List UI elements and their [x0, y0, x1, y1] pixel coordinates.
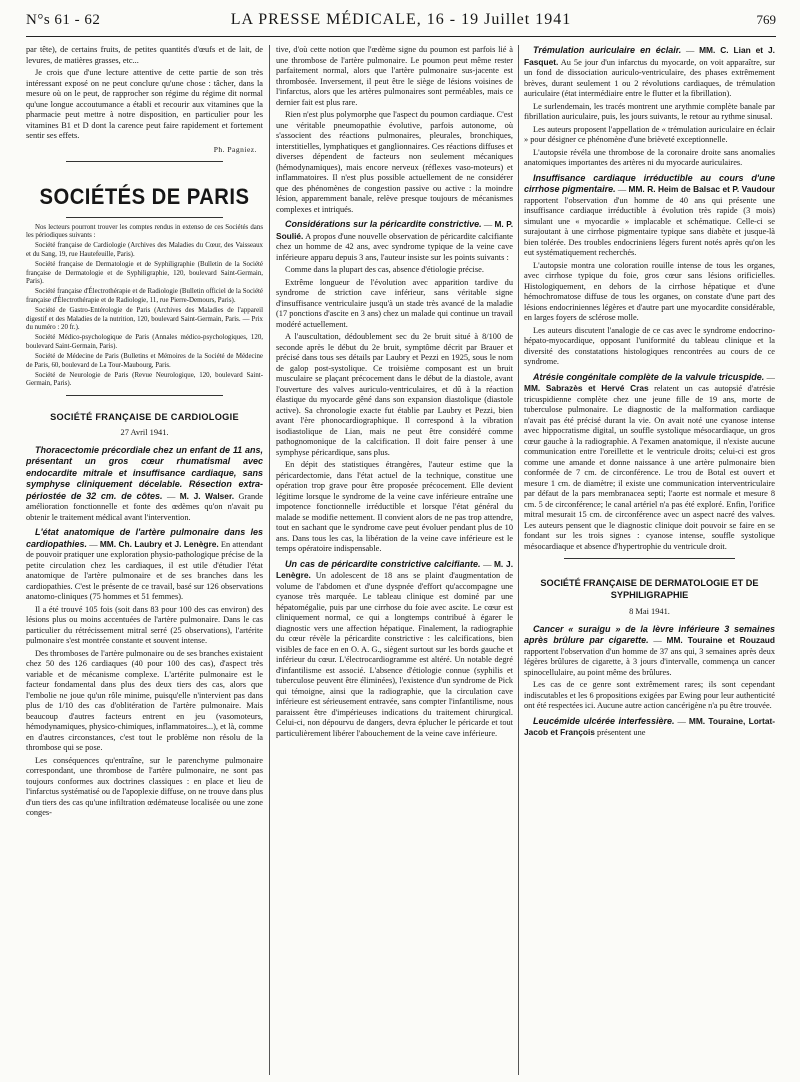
article-title: Atrésie congénitale complète de la valvule tricuspide.	[533, 371, 765, 382]
article-body: rapportent l'observation d'un homme de 40 ans qui présente une insuffisance cardiaque irréductible à évolution très rapide (3 mois) simulant une « myocardie » implacable et schématique. Celle-ci se surajoutant à une cirrhose pigmentaire typique sans diabète et jusque-là bien tolérée. Des troubles endocriniens légers furent notés après qu'on les eut systématiquement recherchés.	[524, 195, 775, 257]
paragraph: Des thromboses de l'artère pulmonaire ou de ses branches existaient chez 50 des 126 cardiaques (40 pour 100 des cas), d'aspect très variable et de mécanisme complexe. L'artérite pulmonaire est le facteur fondamental dans plus des deux tiers des cas, alors que l'embolie ne joue qu'un rôle minime, puisqu'elle n'intervient pas dans plus de 1/10 des cas d'oblitération de l'artère pulmonaire. Mais beaucoup d'autres facteurs entrent en jeu (vasomoteurs, hémodynamiques, physico-chimiques, inflammatoires...), et là, comme en d'autres circonstances, c'est tout le problème non résolu de la thrombose qui se pose.	[26, 648, 263, 753]
article-author: MM. R. Heim de Balsac et P. Vaudour	[628, 184, 775, 194]
section-title: SOCIÉTÉS DE PARIS	[39, 184, 250, 209]
paragraph: Je crois que d'une lecture attentive de cette partie de son très intéressant exposé on ne peut conclure qu'une chose : tâcher, dans la mesure où on le peut, de rapprocher son régime du régime dit normal qu'une longue accoutumance a établi et recourir aux vitamines que la pharmacie peut mettre à notre disposition, en particulier pour les vitamines B1 et D dont la carence peut faire rapidement et fortement sentir ses effets.	[26, 68, 263, 140]
page-header	[26, 8, 776, 37]
paragraph: L'autopsie montra une coloration rouille intense de tous les organes, avec cirrhose typique du foie, gros cœur sans lésions orificielles. Histologiquement, en dehors de la cirrhose hépatique et d'une hémochromatose diffuse de tous les organes, on constate d'une part des lésions endocriniennes légères et d'autre part une myocardite considérable, en larges foyers de sclérose molle.	[524, 260, 775, 322]
article-lead: Considérations sur la péricardite constrictive. — M. P. Soulié. A propos d'une nouvelle observation de péricardite calcifiante chez un homme de 42 ans, avec syndrome typique de la veine cave inférieure apparu depuis 3 ans, l'auteur insiste sur les points suivants :	[276, 219, 513, 262]
article-title: Trémulation auriculaire en éclair.	[533, 45, 682, 55]
paragraph: En dépit des statistiques étrangères, l'auteur estime que la péricardectomie, dans l'état actuel de la technique, constitue une opération trop grave pour être proposée précocement. Elle devient légitime lorsque le syndrome de la veine cave inférieure entraîne une impotence fonctionnelle irréductible et lorsque l'état général du malade se modifie nettement. Il convient alors de ne pas trop attendre, tout en sachant que le syndrome cave peut évoluer pendant plus de 10 ans. Dans tous les cas, la libération de la veine cave inférieure est le temps opératoire indispensable.	[276, 460, 513, 553]
article-author: MM. Touraine, Lortat-Jacob et François	[524, 715, 775, 737]
article-author: M. J. Lenègre.	[276, 558, 513, 580]
paragraph: Les auteurs proposent l'appellation de « trémulation auriculaire en éclair » pour désigner ce phénomène d'une brièveté exceptionnelle.	[524, 124, 775, 144]
issue-number: N°s 61 - 62	[26, 12, 101, 28]
society-item: Société de Gastro-Entérologie de Paris (Archives des Maladies de l'appareil digestif et des Maladies de la nutrition, 120, boulevard Saint-Germain, Paris. — Prix du numéro : 20 fr.).	[26, 307, 263, 331]
paragraph: par tête), de certains fruits, de petites quantités d'œufs et de lait, de levures, de matières grasses, etc...	[26, 45, 263, 65]
paragraph: L'autopsie révéla une thrombose de la coronaire droite sans anomalies anatomiques importantes des artères ni du myocarde auriculaires.	[524, 147, 775, 167]
article-author: MM. Sabrazès et Hervé Cras	[524, 383, 649, 393]
article-lead: Thoracectomie précordiale chez un enfant de 11 ans, présentant un gros cœur rhumatismal avec endocardite mitrale et insuffisance cardiaque, sans symphyse cliniquement décelable. Résection extra-périostée de 32 cm. de côtes. — M. J. Walser. Grande amélioration fonctionnelle et fonte des œdèmes qu'on n'avait pu obtenir le traitement médical avant l'intervention.	[26, 444, 263, 522]
article-body: A propos d'une nouvelle observation de péricardite calcifiante chez un homme de 42 ans, avec syndrome typique de la veine cave inférieure apparu depuis 3 ans, l'auteur insiste sur les points suivants :	[276, 231, 513, 262]
article-body: présentent une	[597, 728, 646, 737]
society-item: Société française de Cardiologie (Archives des Maladies du Cœur, des Vaisseaux et du Sang, 19, rue Hautefeuille, Paris).	[26, 242, 263, 258]
article-title: Cancer « suraigu » de la lèvre inférieure 3 semaines après brûlure par cigarette.	[524, 623, 775, 645]
paragraph: tive, d'où cette notion que l'œdème signe du poumon est parfois lié à une thrombose de l'artère pulmonaire. Le poumon peut même rester parfaitement normal, alors que l'artère pulmonaire sus-jacente est thrombosée. Inversement, il peut être le siège de lésions voisines de l'infarctus, alors que les artères pulmonaires sont perméables, mais ce dernier fait est plus rare.	[276, 45, 513, 107]
society-item: Société Médico-psychologique de Paris (Annales médico-psychologiques, 120, boulevard Saint-Germain, Paris).	[26, 334, 263, 350]
article-body: Au 5e jour d'un infarctus du myocarde, on voit apparaître, sur un fond de dissociation auriculo-ventriculaire, des phases extrêmement brèves, durant seulement 1 ou 2 révolutions cardiaques, de trémulation auriculaire (état intermédiaire entre le flutter et la fibrillation).	[524, 57, 775, 98]
divider	[66, 161, 223, 162]
column-2	[276, 45, 513, 1075]
paragraph: Les conséquences qu'entraîne, sur le parenchyme pulmonaire correspondant, une thrombose de l'artère pulmonaire, ne sont pas toujours conformes aux doctrines classiques : en place et lieu de l'infarctus systématisé ou de l'apoplexie diffuse, on ne trouve dans plus d'un tiers des cas qu'une infiltration œdémateuse localisée ou une zone conges-	[26, 755, 263, 818]
article-title: Leucémide ulcérée interfessière.	[533, 715, 675, 726]
article-title: Insuffisance cardiaque irréductible au cours d'une cirrhose pigmentaire.	[524, 172, 775, 194]
paragraph: Les auteurs discutent l'analogie de ce cas avec le syndrome endocrino-hépato-myocardique, opposant l'uniformité du tableau clinique et la diversité des constatations histologiques rencontrées au cours de ce syndrome.	[524, 325, 775, 366]
article-body: En attendant de pouvoir pratiquer une exploration physio-pathologique précise de la petite circulation chez les cardiaques, il est utile d'étudier l'état anatomique de l'artère pulmonaire et de ses branches dans les cardiopathies. C'est le présente de ce travail, basé sur 126 observations anatomo-cliniques (75 hommes et 51 femmes).	[26, 539, 263, 602]
paragraph: Il a été trouvé 105 fois (soit dans 83 pour 100 des cas environ) des lésions plus ou moins accentuées de l'artère pulmonaire. Dans le cas particulier du rétrécissement mitral serré (25 observations), l'artérite pulmonaire s'est montrée constante et souvent intense.	[26, 604, 263, 646]
article-author: MM. C. Lian et J. Fasquet.	[524, 45, 775, 67]
society-title: SOCIÉTÉ FRANÇAISE DE DERMATOLOGIE ET DE SYPHILIGRAPHIE	[540, 578, 759, 600]
society-title: SOCIÉTÉ FRANÇAISE DE CARDIOLOGIE	[50, 411, 239, 422]
article-lead: Cancer « suraigu » de la lèvre inférieure 3 semaines après brûlure par cigarette. — MM. Touraine et Rouzaud rapportent l'observation d'un homme de 37 ans qui, 3 semaines après deux légères brûlures de cigarette, à 3 jours d'intervalle, commença un cancer spinocellulaire, au point même des brûlures.	[524, 623, 775, 677]
society-item: Société française d'Électrothérapie et de Radiologie (Bulletin officiel de la Société française d'Électrothérapie et de Radiologie, 11, rue Pierre-Demours, Paris).	[26, 288, 263, 304]
article-author: M. J. Walser.	[179, 490, 235, 501]
article-body: Grande amélioration fonctionnelle et fonte des œdèmes qu'on n'avait pu obtenir le traitement médical avant l'intervention.	[26, 491, 263, 522]
divider	[66, 395, 223, 396]
article-lead: Trémulation auriculaire en éclair. — MM. C. Lian et J. Fasquet. Au 5e jour d'un infarctus du myocarde, on voit apparaître, sur un fond de dissociation auriculo-ventriculaire, des phases extrêmement brèves, durant seulement 1 ou 2 révolutions cardiaques, de trémulation auriculaire (état intermédiaire entre le flutter et la fibrillation).	[524, 45, 775, 98]
article-body: rapportent l'observation d'un homme de 37 ans qui, 3 semaines après deux légères brûlures de cigarette, à 3 jours d'intervalle, commença un cancer spinocellulaire, au point même des brûlures.	[524, 646, 775, 677]
article-title: Considérations sur la péricardite constrictive.	[285, 219, 482, 229]
article-author: MM. Touraine et Rouzaud	[666, 635, 775, 645]
article-lead: L'état anatomique de l'artère pulmonaire dans les cardiopathies. — MM. Ch. Laubry et J. Lenègre. En attendant de pouvoir pratiquer une exploration physio-pathologique précise de la petite circulation chez les cardiaques, il est utile d'étudier l'état anatomique de l'artère pulmonaire et de ses branches dans les cardiopathies. C'est le présente de ce travail, basé sur 126 observations anatomo-cliniques (75 hommes et 51 femmes).	[26, 527, 263, 602]
paragraph: Extrême longueur de l'évolution avec apparition tardive du syndrome de striction cave inférieur, sans véritable signe d'insuffisance ventriculaire jusqu'à un stade très avancé de la maladie (17 ponctions d'ascite en 3 ans) chez un malade qui continue un travail modéré actuellement.	[276, 277, 513, 329]
society-item: Société de Neurologie de Paris (Revue Neurologique, 120, boulevard Saint-Germain, Paris).	[26, 372, 263, 388]
society-item: Société française de Dermatologie et de Syphiligraphie (Bulletin de la Société française de Dermatologie et de Syphiligraphie, 120, boulevard Saint-Germain, Paris).	[26, 261, 263, 285]
session-date: 27 Avril 1941.	[120, 428, 169, 438]
article-lead: Un cas de péricardite constrictive calcifiante. — M. J. Lenègre. Un adolescent de 18 ans se plaint d'augmentation de volume de l'abdomen et d'une dyspnée d'effort qu'accompagne une cyanose très marquée. Le tableau clinique est dominé par une hépatomégalie, puis par une cirrhose du foie avec ascite. Le cœur est cliniquement normal, ce qui a longtemps contribué à égarer le diagnostic vers une affection hépatique. Finalement, la radiographie du cœur révèle la péricardite constrictive : les calcifications, bien visibles de face en en O. A. G., siègent surtout sur les bords gauche et inférieur du cœur. L'électrocardiogramme est altéré. Un notable degré d'infantilisme est associé. L'absence d'étiologie connue (syphilis et tuberculose peuvent être éliminées), l'existence d'un syndrome de Pick qui témoigne, ainsi que la radiographie, que la circulation cave inférieure est sérieusement entravée, sans compter l'infantilisme, nous paraissent être d'impérieuses indications du traitement chirurgical. Celui-ci, non dépourvu de dangers, devra éplucher le péricarde et tout particulièrement libérer l'abouchement de la veine cave inférieure.	[276, 558, 513, 738]
divider	[564, 558, 735, 559]
article-title: L'état anatomique de l'artère pulmonaire dans les cardiopathies.	[26, 527, 263, 549]
paragraph: Nos lecteurs pourront trouver les comptes rendus in extenso de ces Sociétés dans les périodiques suivants :	[26, 223, 263, 239]
paragraph: A l'auscultation, dédoublement sec du 2e bruit situé à 8/100 de seconde après le début du 2e bruit, symptôme décrit par Brauer et précisé dans tous ses détails par Laubry et Pezzi en 1925, sous le nom de galop post-systolique. Ce troisième composant est un bruit musculaire se plaçant précocement dans le début de la diastole, avant l'ouverture des valves auriculo-ventriculaires, et dû à la réaction élastique du myocarde gêné dans son expansion diastolique (diastole active). Sa chronologie exacte fut établie par Laubry et Pezzi, bien avant l'ère phonocardiographique. Il correspond à la vibration isodiastolique de Lian, mais ne peut être considéré comme pathognomonique de la calcification. Il doit faire penser à une symphyse péricardique, sans plus.	[276, 332, 513, 457]
paragraph: Rien n'est plus polymorphe que l'aspect du poumon cardiaque. C'est une véritable pneumopathie évolutive, parfois autonome, où s'associent des réactions pulmonaires, pleurales, bronchiques, interstitielles, lymphatiques et ganglionnaires. Ces réactions diffuses et diverses dépendent de facteurs non seulement mécaniques (hémodynamiques), mais encore nerveux (réflexes vaso-moteurs) et inflammatoires. Il n'est plus possible actuellement de ne considérer que des phénomènes de congestion passive ou active : la moindre lésion, apparemment banale, relève presque toujours de mécanismes complexes et intriqués.	[276, 110, 513, 214]
article-lead: Atrésie congénitale complète de la valvule tricuspide. — MM. Sabrazès et Hervé Cras relatent un cas autopsié d'atrésie tricuspidienne complète chez une jeune fille de 19 ans, morte de tuberculose pulmonaire. Le diagnostic de la malformation cardiaque n'avait pas été précisé durant la vie. On avait noté une cyanose intense avec hippocratisme digital, un souffle systolique mésocardiaque, un gros cœur gauche à la radiographie. A l'examen anatomique, il n'existe aucune communication entre l'oreillette et le ventricule droits; celui-ci est gros comme une amande et donne naissance à une artère pulmonaire bien conformée de 7 cm. de circonférence. Le trou de Botal est ouvert et mesure 1 cm. de diamètre; il existe une communication interventriculaire par défaut de la pars membranacea septi; l'aorte est normale et mesure 8 cm. 5 de circonférence; le canal artériel n'a pas été exploré. Enfin, l'orifice mitral mesurait 15 cm. de circonférence avec un aspect nacré des valves. Les auteurs pensent que le diagnostic clinique doit pouvoir se faire en se fondant sur les trois signes : cyanose intense, souffle systolique mésocardiaque et absence d'hypertrophie du ventricule droit.	[524, 371, 775, 551]
journal-title: LA PRESSE MÉDICALE, 16 - 19 Juillet 1941	[230, 11, 572, 28]
column-rule	[269, 45, 270, 1075]
article-title: Un cas de péricardite constrictive calcifiante.	[285, 558, 481, 569]
paragraph: Le surlendemain, les tracés montrent une arythmie complète banale par fibrillation auriculaire, puis, les jours suivants, le retour au rythme sinusal.	[524, 101, 775, 121]
article-body: Un adolescent de 18 ans se plaint d'augmentation de volume de l'abdomen et d'une dyspnée d'effort qu'accompagne une cyanose très marquée. Le tableau clinique est dominé par une hépatomégalie, puis par une cirrhose du foie avec ascite. Le cœur est cliniquement normal, ce qui a longtemps contribué à égarer le diagnostic vers une affection hépatique. Finalement, la radiographie du cœur révèle la péricardite constrictive : les calcifications, bien visibles de face en en O. A. G., siègent surtout sur les bords gauche et inférieur du cœur. L'électrocardiogramme est altéré. Un notable degré d'infantilisme est associé. L'absence d'étiologie connue (syphilis et tuberculose peuvent être éliminées), l'existence d'un syndrome de Pick qui témoigne, ainsi que la radiographie, que la circulation cave inférieure est sérieusement entravée, sans compter l'infantilisme, nous paraissent être d'impérieuses indications du traitement chirurgical. Celui-ci, non dépourvu de dangers, devra éplucher le péricarde et tout particulièrement libérer l'abouchement de la veine cave inférieure.	[276, 571, 513, 738]
column-rule	[518, 45, 519, 1075]
article-lead: Insuffisance cardiaque irréductible au cours d'une cirrhose pigmentaire. — MM. R. Heim de Balsac et P. Vaudour rapportent l'observation d'un homme de 40 ans qui présente une insuffisance cardiaque irréductible à évolution très rapide (3 mois) simulant une « myocardie » implacable et schématique. Celle-ci se surajoutant à une cirrhose pigmentaire typique sans diabète et jusque-là bien tolérée. Des troubles endocriniens légers furent notés après qu'on les eut systématiquement recherchés.	[524, 172, 775, 257]
article-lead: Leucémide ulcérée interfessière. — MM. Touraine, Lortat-Jacob et François présentent une	[524, 715, 775, 737]
article-title: Thoracectomie précordiale chez un enfant de 11 ans, présentant un gros cœur rhumatismal avec endocardite mitrale et insuffisance cardiaque, sans symphyse cliniquement décelable. Résection extra-périostée de 32 cm. de côtes.	[26, 444, 263, 501]
divider	[66, 217, 223, 218]
society-item: Société de Médecine de Paris (Bulletins et Mémoires de la Société de Médecine de Paris, 60, boulevard de La Tour-Maubourg, Paris.	[26, 353, 263, 369]
article-author: MM. Ch. Laubry et J. Lenègre.	[99, 538, 219, 549]
paragraph: Comme dans la plupart des cas, absence d'étiologie précise.	[285, 265, 484, 274]
article-author: M. P. Soulié.	[276, 219, 513, 241]
article-body: relatent un cas autopsié d'atrésie tricuspidienne complète chez une jeune fille de 19 ans, morte de tuberculose pulmonaire. Le diagnostic de la malformation cardiaque n'avait pas été précisé durant la vie. On avait noté une cyanose intense avec hippocratisme digital, un souffle systolique mésocardiaque, un gros cœur gauche à la radiographie. A l'examen anatomique, il n'existe aucune communication entre l'oreillette et le ventricule droits; celui-ci est gros comme une amande et donne naissance à une artère pulmonaire bien conformée de 7 cm. de circonférence. Le trou de Botal est ouvert et mesure 1 cm. de diamètre; il existe une communication interventriculaire par défaut de la pars membranacea septi; l'aorte est normale et mesure 8 cm. 5 de circonférence; le canal artériel n'a pas été exploré. Enfin, l'orifice mitral mesurait 15 cm. de circonférence avec un aspect nacré des valves. Les auteurs pensent que le diagnostic clinique doit pouvoir se faire en se fondant sur les trois signes : cyanose intense, souffle systolique mésocardiaque et absence d'hypertrophie du ventricule droit.	[524, 384, 775, 551]
column-1	[26, 45, 263, 1075]
signature: Ph. Pagniez.	[213, 144, 257, 154]
session-date: 8 Mai 1941.	[629, 607, 670, 616]
column-3	[524, 45, 775, 1075]
page-number: 769	[756, 12, 776, 27]
paragraph: Les cas de ce genre sont extrêmement rares; ils sont cependant indiscutables et les 6 propositions exigées par Ewing pour leur authenticité ont été respectées ici. Aucune autre action cancérigène n'a pu être trouvée.	[524, 680, 775, 710]
